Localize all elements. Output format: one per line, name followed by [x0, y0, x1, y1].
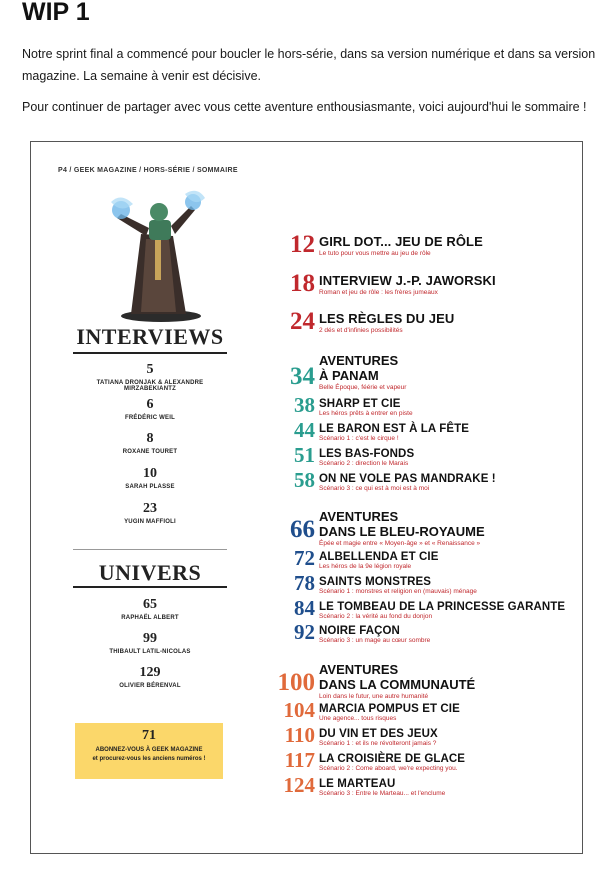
post-title: WIP 1 [22, 0, 90, 26]
univers-page: 99 [143, 631, 157, 646]
interview-name: FRÉDÉRIC WEIL [125, 415, 175, 421]
interview-page: 8 [146, 431, 154, 446]
toc-sub: Scénario 1 : et ils ne révolteront jamais ? [319, 740, 437, 747]
univers-rule [73, 586, 227, 588]
univers-page: 129 [139, 665, 161, 680]
toc-entry [237, 774, 577, 798]
univers-heading: UNIVERS [98, 560, 202, 585]
toc-title: LA CROISIÈRE DE GLACE [319, 753, 466, 765]
toc-page: 51 [294, 443, 315, 467]
toc-section-panam [237, 354, 577, 398]
univers-rule-top [73, 549, 227, 550]
toc-section-title-1: AVENTURES [319, 662, 399, 677]
toc-title: GIRL DOT... JEU DE RÔLE [319, 234, 483, 249]
promo-line-1: ABONNEZ-VOUS À GEEK MAGAZINE [95, 747, 203, 753]
toc-sub: Scénario 1 : monstres et religion en (mauvais) ménage [319, 588, 477, 595]
toc-page: 104 [283, 698, 315, 722]
toc-sub: Les héros de la 9e légion royale [319, 563, 412, 570]
toc-section-sub: Belle Époque, féérie et vapeur [319, 384, 407, 391]
toc-page: 84 [294, 596, 315, 620]
toc-section-page: 34 [290, 363, 315, 390]
toc-entry [237, 724, 577, 748]
subscribe-promo[interactable] [75, 723, 223, 779]
toc-page: 110 [284, 723, 315, 747]
toc-sub: Une agence... tous risques [319, 715, 397, 722]
toc-page: 124 [283, 773, 315, 797]
toc-entry [237, 621, 577, 645]
toc-page: 12 [290, 231, 315, 258]
interview-item [73, 467, 227, 490]
toc-page: 24 [290, 308, 315, 335]
univers-item [73, 598, 227, 621]
univers-name: OLIVIER BÉRENVAL [119, 683, 181, 689]
toc-entry [237, 419, 577, 443]
toc-entry [237, 699, 577, 723]
intro-paragraph-2: Pour continuer de partager avec vous cette aventure enthousiasmante, voici aujourd'hui le sommaire ! [22, 100, 587, 114]
toc-title: NOIRE FAÇON [319, 625, 400, 637]
interviews-heading: INTERVIEWS [76, 324, 224, 349]
toc-page: 72 [294, 546, 315, 570]
toc-section-sub: Loin dans le futur, une autre humanité [319, 693, 429, 700]
toc-title: ALBELLENDA ET CIE [319, 551, 439, 563]
toc-title: SAINTS MONSTRES [319, 576, 432, 588]
toc-section-sub: Épée et magie entre « Moyen-âge » et « Renaissance » [319, 540, 481, 547]
toc-section-title-1: AVENTURES [319, 509, 399, 524]
toc-title: SHARP ET CIE [319, 398, 401, 410]
toc-title: LE TOMBEAU DE LA PRINCESSE GARANTE [319, 601, 566, 613]
toc-section-page: 66 [290, 516, 315, 543]
interview-name: YUGIN MAFFIOLI [124, 519, 176, 525]
toc-page: 58 [294, 468, 315, 492]
univers-item [73, 666, 227, 689]
breadcrumb: P4 / GEEK MAGAZINE / HORS-SÉRIE / SOMMAIRE [58, 167, 238, 174]
interview-page: 10 [143, 466, 157, 481]
interview-page: 5 [146, 362, 154, 377]
toc-title: MARCIA POMPUS ET CIE [319, 703, 460, 715]
promo-line-2: et procurez-vous les anciens numéros ! [92, 756, 206, 762]
toc-entry [237, 271, 577, 295]
toc-title: LES RÈGLES DU JEU [319, 311, 455, 326]
toc-title: ON NE VOLE PAS MANDRAKE ! [319, 473, 496, 485]
toc-entry [237, 749, 577, 773]
univers-name: THIBAULT LATIL-NICOLAS [109, 649, 191, 655]
toc-sub: Le tuto pour vous mettre au jeu de rôle [319, 250, 431, 257]
toc-sub: Scénario 2 : direction le Marais [319, 460, 409, 467]
toc-page: 92 [294, 620, 315, 644]
toc-entry [237, 444, 577, 468]
toc-page: 18 [290, 270, 315, 297]
toc-section-page: 100 [277, 669, 315, 696]
toc-page: 78 [294, 571, 315, 595]
intro-paragraph-1: Notre sprint final a commencé pour boucler le hors-série, dans sa version numérique et dans sa version magazine. La semaine à venir est décisive. [22, 47, 596, 83]
magazine-page [30, 141, 583, 854]
interview-item [73, 432, 227, 455]
toc-title: DU VIN ET DES JEUX [319, 728, 438, 740]
toc-sub: Scénario 3 : un mage au cœur sombre [319, 637, 431, 644]
toc-sub: Scénario 2 : Come aboard, we're expecting you. [319, 765, 458, 772]
interview-item [73, 363, 227, 392]
promo-page: 71 [142, 728, 156, 743]
toc-entry [237, 309, 577, 333]
toc-section-title-1: AVENTURES [319, 353, 399, 368]
toc-section-title-2: DANS LA COMMUNAUTÉ [319, 677, 476, 692]
toc-section-title-2: DANS LE BLEU-ROYAUME [319, 524, 485, 539]
toc-title: LE MARTEAU [319, 778, 396, 790]
toc-entry [237, 547, 577, 571]
toc-sub: Scénario 1 : c'est le cirque ! [319, 435, 399, 442]
interviews-rule [73, 352, 227, 354]
toc-entry [237, 597, 577, 621]
toc-entry [237, 572, 577, 596]
toc-sub: Scénario 3 : Entre le Marteau... et l'enclume [319, 790, 446, 797]
toc-entry [237, 232, 577, 256]
interview-item [73, 502, 227, 525]
wizard-illustration [91, 184, 211, 324]
toc-sub: Scénario 3 : ce qui est à moi est à moi [319, 485, 430, 492]
interview-item [73, 398, 227, 421]
toc-sub: Roman et jeu de rôle : les frères jumeaux [319, 289, 438, 296]
interview-name: TATIANA DRONJAK & ALEXANDRE MIRZABEKIANTZ [96, 380, 204, 392]
toc-sub: Scénario 2 : la vérité au fond du donjon [319, 613, 433, 620]
toc-title: LES BAS-FONDS [319, 448, 415, 460]
toc-page: 38 [294, 393, 315, 417]
toc-sub: Les héros prêts à entrer en piste [319, 410, 413, 417]
toc-entry [237, 394, 577, 418]
interview-page: 6 [146, 397, 154, 412]
univers-page: 65 [143, 597, 157, 612]
toc-section-title-2: À PANAM [319, 368, 379, 383]
toc-entry [237, 469, 577, 493]
toc-title: LE BARON EST À LA FÊTE [319, 423, 469, 435]
interview-page: 23 [143, 501, 157, 516]
univers-name: RAPHAËL ALBERT [121, 615, 179, 621]
toc-page: 44 [294, 418, 315, 442]
interview-name: ROXANE TOURET [122, 449, 178, 455]
univers-item [73, 632, 227, 655]
toc-sub: 2 dés et d'infinies possibilités [319, 327, 403, 334]
toc-page: 117 [284, 748, 315, 772]
toc-title: INTERVIEW J.-P. JAWORSKI [319, 273, 496, 288]
interview-name: SARAH PLASSE [125, 484, 175, 490]
